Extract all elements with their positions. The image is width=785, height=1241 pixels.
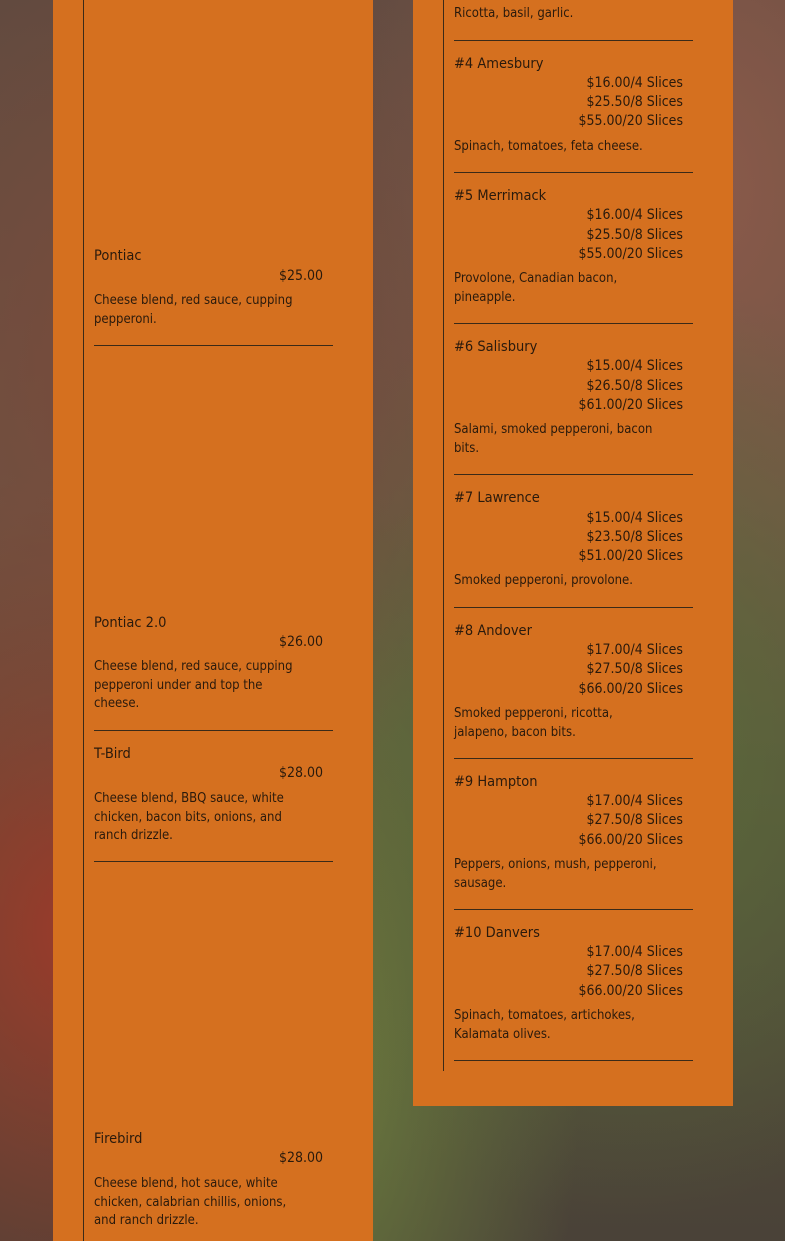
menu-item-name: #6 Salisbury — [454, 339, 538, 355]
item-divider — [454, 1060, 693, 1061]
price-20-slices: $66.00/20 Slices — [578, 983, 683, 999]
menu-item-name: #9 Hampton — [454, 774, 538, 790]
menu-item-description: Cheese blend, red sauce, cupping pepperoni under and top the cheese. — [94, 659, 293, 711]
price-20-slices: $51.00/20 Slices — [578, 548, 683, 564]
menu-item-description: Cheese blend, hot sauce, white chicken, calabrian chillis, onions, and ranch drizzle. — [94, 1176, 287, 1228]
price-4-slices: $15.00/4 Slices — [586, 358, 683, 374]
menu-item-name: #5 Merrimack — [454, 188, 547, 204]
price-4-slices: $15.00/4 Slices — [586, 510, 683, 526]
menu-item-description: Smoked pepperoni, provolone. — [454, 573, 633, 588]
menu-item-description: Cheese blend, BBQ sauce, white chicken, bacon bits, onions, and ranch drizzle. — [94, 791, 284, 843]
menu-item-name: Firebird — [94, 1131, 143, 1147]
price-4-slices: $16.00/4 Slices — [586, 75, 683, 91]
price-8-slices: $25.50/8 Slices — [586, 94, 683, 110]
price-20-slices: $66.00/20 Slices — [578, 832, 683, 848]
item-divider — [94, 345, 333, 346]
menu-item-description: Provolone, Canadian bacon, pineapple. — [454, 271, 618, 305]
menu-item-description: Cheese blend, red sauce, cupping pepperoni. — [94, 293, 293, 327]
price-8-slices: $26.50/8 Slices — [586, 378, 683, 394]
price-8-slices: $23.50/8 Slices — [586, 529, 683, 545]
price-20-slices: $55.00/20 Slices — [578, 113, 683, 129]
menu-item-description: Salami, smoked pepperoni, bacon bits. — [454, 422, 653, 456]
menu-item-price: $26.00 — [278, 634, 323, 650]
price-8-slices: $25.50/8 Slices — [586, 227, 683, 243]
price-20-slices: $66.00/20 Slices — [578, 681, 683, 697]
item-divider — [94, 730, 333, 731]
menu-item-name: #4 Amesbury — [454, 56, 544, 72]
menu-item-name: #8 Andover — [454, 623, 532, 639]
item-divider — [454, 909, 693, 910]
item-divider — [454, 474, 693, 475]
menu-item-name: Pontiac — [94, 248, 142, 264]
item-divider — [454, 172, 693, 173]
item-divider — [454, 40, 693, 41]
price-8-slices: $27.50/8 Slices — [586, 812, 683, 828]
menu-item-price: $28.00 — [278, 1150, 323, 1166]
menu-item-name: #7 Lawrence — [454, 490, 540, 506]
price-8-slices: $27.50/8 Slices — [586, 963, 683, 979]
item-divider — [454, 607, 693, 608]
menu-item-name: #10 Danvers — [454, 925, 540, 941]
menu-item-description: Smoked pepperoni, ricotta, jalapeno, bacon bits. — [454, 706, 613, 740]
item-divider — [454, 323, 693, 324]
menu-item-description: Ricotta, basil, garlic. — [454, 6, 574, 21]
price-20-slices: $61.00/20 Slices — [578, 397, 683, 413]
left-column-divider — [83, 0, 84, 1241]
price-20-slices: $55.00/20 Slices — [578, 246, 683, 262]
price-4-slices: $16.00/4 Slices — [586, 207, 683, 223]
menu-item-description: Spinach, tomatoes, feta cheese. — [454, 139, 643, 154]
menu-item-name: T-Bird — [94, 746, 131, 762]
item-divider — [94, 861, 333, 862]
price-4-slices: $17.00/4 Slices — [586, 793, 683, 809]
menu-item-description: Spinach, tomatoes, artichokes, Kalamata olives. — [454, 1008, 635, 1042]
menu-item-name: Pontiac 2.0 — [94, 615, 167, 631]
item-divider — [454, 758, 693, 759]
menu-item-price: $28.00 — [278, 765, 323, 781]
right-column-divider — [443, 0, 444, 1071]
price-4-slices: $17.00/4 Slices — [586, 944, 683, 960]
menu-item-price: $25.00 — [278, 268, 323, 284]
price-8-slices: $27.50/8 Slices — [586, 661, 683, 677]
price-4-slices: $17.00/4 Slices — [586, 642, 683, 658]
menu-item-description: Peppers, onions, mush, pepperoni, sausage. — [454, 857, 657, 891]
